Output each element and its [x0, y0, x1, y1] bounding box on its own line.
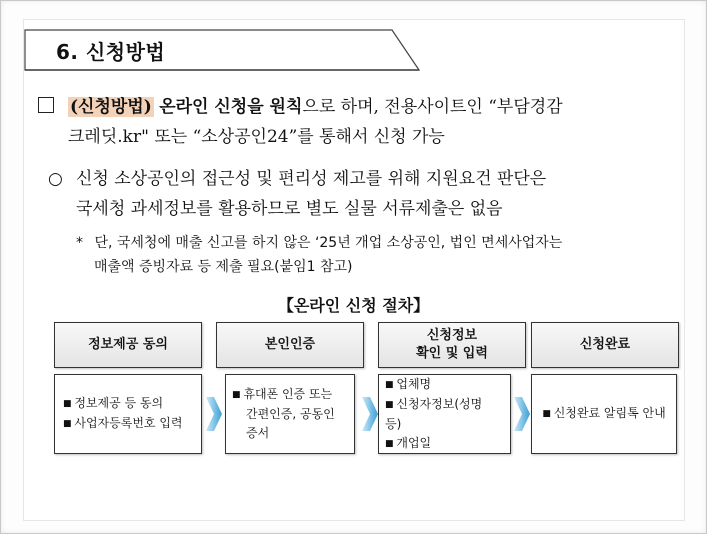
circle-bullet-icon: ○: [48, 169, 63, 189]
step-3-header: 신청정보 확인 및 입력: [378, 322, 526, 368]
square-bullet-icon: [38, 97, 54, 113]
step-4-body: [531, 374, 677, 454]
step-1-header: 정보제공 동의: [54, 322, 202, 368]
asterisk-mark: *: [76, 235, 83, 251]
note-line1: 단, 국세청에 매출 신고를 하지 않은 ‘25년 개업 소상공인, 법인 면세사업자는: [94, 235, 563, 251]
list-item: ■ 휴대폰 인증 또는: [232, 385, 346, 405]
list-item: ■ 신청자정보(성명 등): [385, 395, 502, 434]
note-line2: 매출액 증빙자료 등 제출 필요(붙임1 참고): [94, 259, 353, 275]
list-item: ■ 개업일: [385, 434, 502, 454]
eligibility-text-line1: 신청 소상공인의 접근성 및 편리성 제고를 위해 지원요건 판단은: [76, 169, 547, 189]
list-item: ■ 정보제공 등 동의: [63, 394, 193, 414]
method-text-line2: 크레딧.kr" 또는 “소상공인24”를 통해서 신청 가능: [68, 127, 445, 147]
note: [76, 231, 688, 279]
list-item: ■ 신청완료 알림톡 안내: [542, 404, 665, 424]
procedure-title: 【온라인 신청 절차】: [277, 296, 430, 315]
section-title: 6. 신청방법: [56, 40, 166, 64]
emphasis-text: 온라인 신청을 원칙: [159, 97, 303, 117]
right-arrow-icon: [514, 397, 530, 431]
list-item: ■ 업체명: [385, 375, 502, 395]
method-label: (신청방법): [70, 97, 152, 117]
step-2-body: [225, 374, 355, 454]
right-arrow-icon: [206, 397, 222, 431]
method-text: 으로 하며, 전용사이트인 “부담경감: [302, 97, 563, 117]
step-4-header: 신청완료: [531, 322, 679, 368]
step-1-body: [54, 374, 202, 454]
step-2-header: 본인인증: [216, 322, 364, 368]
paragraph-eligibility: [48, 164, 688, 224]
list-item: ■ 사업자등록번호 입력: [63, 414, 193, 434]
right-arrow-icon: [362, 397, 378, 431]
paragraph-method: [38, 92, 688, 152]
section-heading: [24, 29, 420, 71]
list-item-continued: 간편인증, 공동인증서: [246, 407, 335, 440]
step-3-body: [378, 374, 511, 454]
eligibility-text-line2: 국세청 과세정보를 활용하므로 별도 실물 서류제출은 없음: [76, 199, 503, 219]
